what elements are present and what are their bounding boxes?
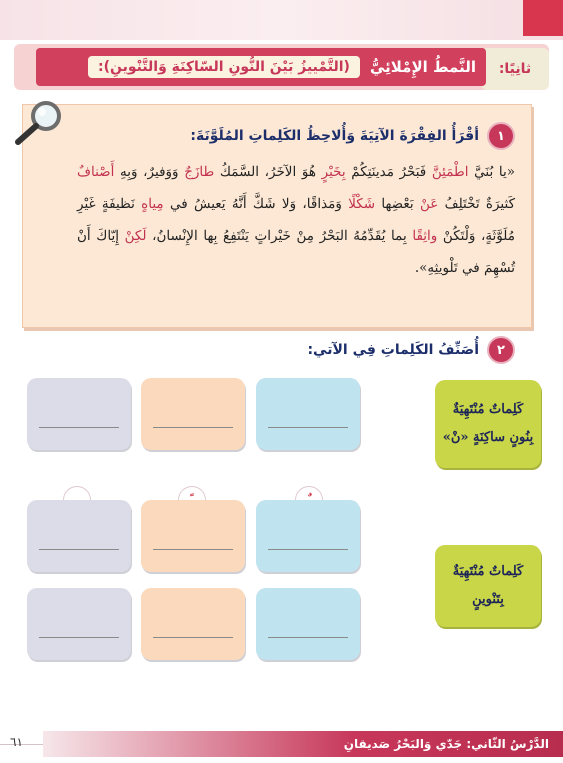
- answer-cell[interactable]: [141, 588, 245, 660]
- passage-text: «يا بُنَيَّ: [468, 164, 516, 180]
- answer-line: [153, 637, 233, 638]
- answer-line: [39, 637, 119, 638]
- answer-cell[interactable]: [27, 378, 131, 450]
- heading-main: [36, 48, 486, 86]
- passage-text: إِيّاكَ أَنْ تُسْهِمَ في تَلْويثِهِ».: [77, 228, 515, 276]
- section-label-box: [481, 48, 549, 90]
- answer-line: [268, 549, 348, 550]
- top-decorative-band: [0, 0, 563, 40]
- answer-cell[interactable]: [27, 588, 131, 660]
- category-tanween: كَلِماتٌ مُنْتَهِيَةٌ بِتَنْوينٍ: [435, 545, 541, 627]
- answer-cell[interactable]: [256, 378, 360, 450]
- answer-cell[interactable]: [27, 500, 131, 572]
- magnifier-icon: [10, 98, 66, 148]
- passage-text: نَظيفَةٍ غَيْرِ مُلَوَّثَةٍ، وَلْتَكُنْ: [77, 196, 515, 244]
- heading-title: النَّمطُ الإِمْلائِيُّ: [369, 58, 476, 76]
- passage-text: بِما يُقَدِّمُهُ البَحْرُ مِنْ خَيْراتٍ يَنْتَفِعُ بِها الإِنْسانُ،: [146, 228, 413, 244]
- highlighted-word: اطْمَئِنَّ: [431, 164, 469, 180]
- answer-cell[interactable]: [256, 500, 360, 572]
- highlighted-word: طازَجٌ: [184, 164, 215, 180]
- highlighted-word: بِخَيْرٍ: [321, 164, 346, 180]
- answer-line: [153, 549, 233, 550]
- heading-subtitle: (التَّمْييزُ بَيْنَ النُّونِ السّاكِنَةِ وَالتَّنْوينِ):: [88, 56, 360, 78]
- lesson-title: الدَّرْسُ الثّاني: جَدّي وَالبَحْرُ صَديقانِ: [343, 737, 549, 751]
- passage-text: وَوَفيرٌ، وَبِهِ: [114, 164, 185, 180]
- step-1-badge: ١: [487, 122, 515, 150]
- step-2-badge: ٢: [487, 336, 515, 364]
- answer-line: [39, 549, 119, 550]
- passage-text: كَثيرَةٌ تَخْتَلِفُ: [438, 196, 516, 212]
- step-2-instruction: أُصَنِّفُ الكَلِماتِ فِي الآتي:: [307, 342, 479, 358]
- answer-line: [268, 427, 348, 428]
- footer-bar: [43, 731, 563, 757]
- step-2-instruction-row: [215, 336, 515, 364]
- highlighted-word: عَنْ: [419, 196, 439, 212]
- answer-cell[interactable]: [141, 500, 245, 572]
- answer-cell[interactable]: [141, 378, 245, 450]
- highlighted-word: واثِقًا: [412, 228, 438, 244]
- highlighted-word: مِياهٍ: [141, 196, 164, 212]
- answer-cell[interactable]: [256, 588, 360, 660]
- passage-text: وَمَذاقًا، وَلا شَكَّ أَنَّهُ يَعيشُ في: [163, 196, 349, 212]
- answer-line: [153, 427, 233, 428]
- answer-line: [39, 427, 119, 428]
- page-number: ٦١: [10, 735, 23, 749]
- highlighted-word: شَكْلًا: [348, 196, 376, 212]
- highlighted-word: أَصْنافٌ: [77, 164, 115, 180]
- passage-text: هُوَ الآخَرُ، السَّمَكُ: [214, 164, 322, 180]
- step-1-instruction-row: [95, 122, 515, 150]
- answer-line: [268, 637, 348, 638]
- category-nun-sakina: كَلِماتٌ مُنْتَهِيَةٌ بِنُونٍ ساكِنَةٍ «نْ»: [435, 380, 541, 468]
- highlighted-word: لَكِنْ: [124, 228, 147, 244]
- step-1-instruction: أقْرَأُ الفِقْرَةَ الآتِيَةَ وَأُلاحِظُ الكَلِماتِ المُلَوَّنَةَ:: [190, 128, 479, 144]
- passage-text: فَبَحْرُ مَدينَتِكُمْ: [345, 164, 432, 180]
- corner-decoration: [523, 0, 563, 36]
- passage-text: بَعْضِها: [375, 196, 420, 212]
- reading-passage: [77, 156, 515, 284]
- section-label: ثانِيًا:: [498, 61, 532, 77]
